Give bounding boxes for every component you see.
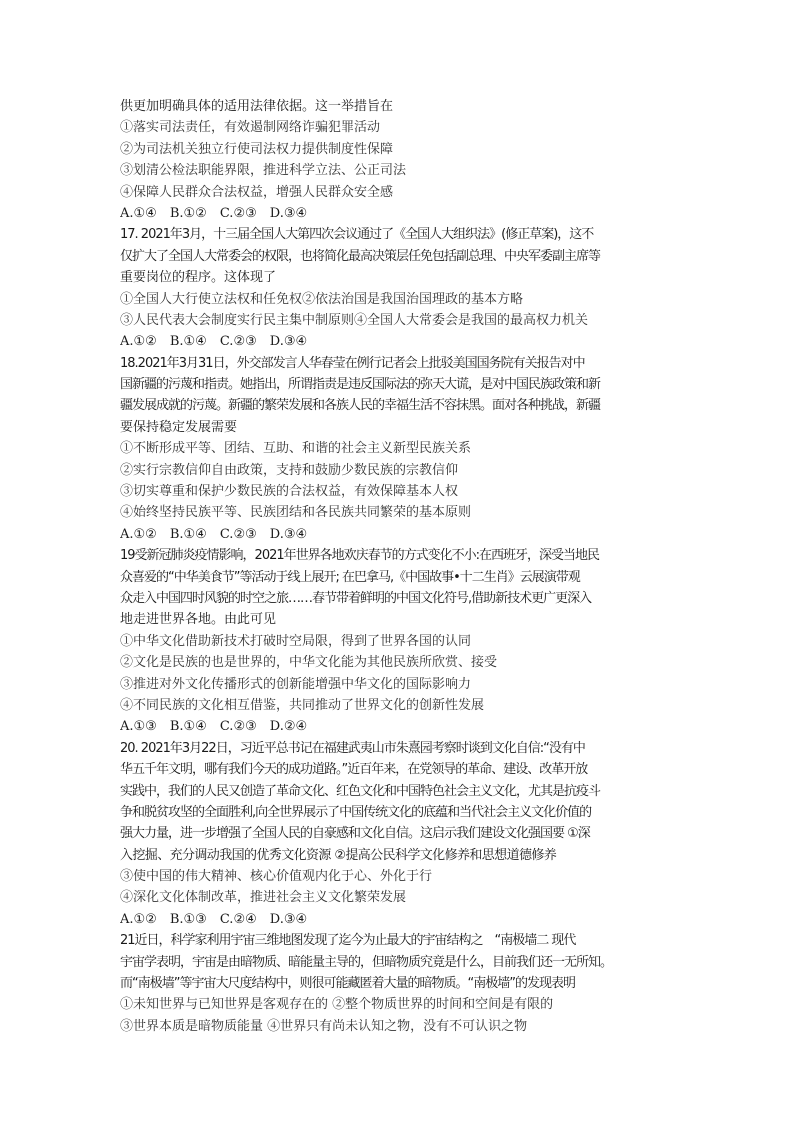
question-text-line: 争和脱贫攻坚的全面胜利,向全世界展示了中国传统文化的底蕴和当代社会主义文化价值的 xyxy=(120,804,592,820)
option-line: ③使中国的伟大精神、核心价值观内化于心、外化于行 xyxy=(120,869,433,885)
option-line: ③切实尊重和保护少数民族的合法权益，有效保障基本人权 xyxy=(120,484,459,500)
option-line: ③划清公检法职能界限，推进科学立法、公正司法 xyxy=(120,163,407,179)
question-text-line: 入挖掘、充分调动我国的优秀文化资源 ②提高公民科学文化修养和思想道德修养 xyxy=(120,847,557,863)
option-line: ④始终坚持民族平等、民族团结和各民族共同繁荣的基本原则 xyxy=(120,505,472,521)
question-text-line: 21近日，科学家利用宇宙三维地图发现了迄今为止最大的宇宙结构之 “南极墙二 现代 xyxy=(120,933,576,949)
option-line: ③推进对外文化传播形式的创新能增强中华文化的国际影响力 xyxy=(120,676,472,692)
question-text-line: 而“南极墙”等宇宙大尺度结构中，则很可能藏匿着大量的暗物质。“南极墙”的发现表明 xyxy=(120,976,575,992)
question-text-line: 实践中，我们的人民又创造了革命文化、红色文化和中国特色社会主义文化，尤其是抗疫斗 xyxy=(120,783,601,799)
question-text-line: 重要岗位的程序。这体现了 xyxy=(120,270,277,286)
option-line: ③世界本质是暗物质能量 ④世界只有尚未认知之物，没有不可认识之物 xyxy=(120,1018,528,1034)
option-line: ①未知世界与已知世界是客观存在的 ②整个物质世界的时间和空间是有限的 xyxy=(120,997,554,1013)
answer-choices: A.①② B.①④ C.②③ D.③④ xyxy=(120,334,308,350)
question-text-line: 宇宙学表明，宇宙是由暗物质、暗能量主导的，但暗物质究竟是什么，目前我们还一无所知。 xyxy=(120,954,613,970)
option-line: ②文化是民族的也是世界的，中华文化能为其他民族所欣赏、接受 xyxy=(120,655,498,671)
question-text-line: 地走进世界各地。由此可见 xyxy=(120,612,277,628)
option-line: ④不同民族的文化相互借鉴，共同推动了世界文化的创新性发展 xyxy=(120,697,485,713)
question-text-line: 疆发展成就的污蔑。新疆的繁荣发展和各族人民的幸福生活不容抹黑。面对各种挑战，新疆 xyxy=(120,398,601,414)
option-line: ①全国人大行使立法权和任免权②依法治国是我国治国理政的基本方略 xyxy=(120,291,524,307)
question-text-line: 国新疆的污蔑和指责。她指出，所谓指责是违反国际法的弥天大谎，是对中国民族政策和新 xyxy=(120,377,601,393)
question-text-line: 众走入中国四时风貌的时空之旅……春节带着鲜明的中国文化符号,借助新技术更广更深入 xyxy=(120,590,592,606)
question-text-line: 强大力量，进一步增强了全国人民的自豪感和文化自信。这启示我们建设文化强国要 ①深 xyxy=(120,826,590,842)
option-line: ①中华文化借助新技术打破时空局限，得到了世界各国的认同 xyxy=(120,633,472,649)
answer-choices: A.①③ B.①④ C.②③ D.②④ xyxy=(120,719,308,735)
question-text-line: 要保持稳定发展需要 xyxy=(120,419,238,435)
option-line: ④深化文化体制改革，推进社会主义文化繁荣发展 xyxy=(120,890,407,906)
question-text-line: 仅扩大了全国人大常委会的权限，也将简化最高决策层任免包括副总理、中央军委副主席等 xyxy=(120,248,601,264)
answer-choices: A.①② B.①④ C.②③ D.③④ xyxy=(120,526,308,542)
question-text-line: 华五千年文明，哪有我们今天的成功道路。”近百年来，在党领导的革命、建设、改革开放 xyxy=(120,762,588,778)
question-text-line: 供更加明确具体的适用法律依据。这一举措旨在 xyxy=(120,99,394,114)
answer-choices: A.①④ B.①② C.②③ D.③④ xyxy=(120,205,308,221)
option-line: ②实行宗教信仰自由政策，支持和鼓励少数民族的宗教信仰 xyxy=(120,462,459,478)
question-text-line: 18.2021年3月31日，外交部发言人华春莹在例行记者会上批驳美国国务院有关报告对中 xyxy=(120,355,585,371)
question-text-line: 17. 2021年3月，十三届全国人大第四次会议通过了《全国人大组织法》(修正草案)，这不 xyxy=(120,227,594,243)
exam-page xyxy=(120,96,690,1037)
question-text-line: 20. 2021年3月22日，习近平总书记在福建武夷山市朱熹园考察时谈到文化自信:“没有中 xyxy=(120,740,585,756)
option-line: ②为司法机关独立行使司法权力提供制度性保障 xyxy=(120,141,394,157)
option-line: ①不断形成平等、团结、互助、和谐的社会主义新型民族关系 xyxy=(120,441,472,457)
question-text-line: 19受新冠肺炎疫情影响，2021年世界各地欢庆春节的方式变化不小:在西班牙，深受当地民 xyxy=(120,548,600,564)
option-line: ④保障人民群众合法权益，增强人民群众安全感 xyxy=(120,184,394,200)
option-line: ①落实司法责任，有效遏制网络诈骗犯罪活动 xyxy=(120,120,381,136)
option-line: ③人民代表大会制度实行民主集中制原则④全国人大常委会是我国的最高权力机关 xyxy=(120,312,589,328)
question-text-line: 众喜爱的“中华美食节”等活动于线上展开; 在巴拿马,《中国故事•十二生肖》云展演带观 xyxy=(120,569,580,585)
answer-choices: A.①② B.①③ C.②④ D.③④ xyxy=(120,911,308,927)
